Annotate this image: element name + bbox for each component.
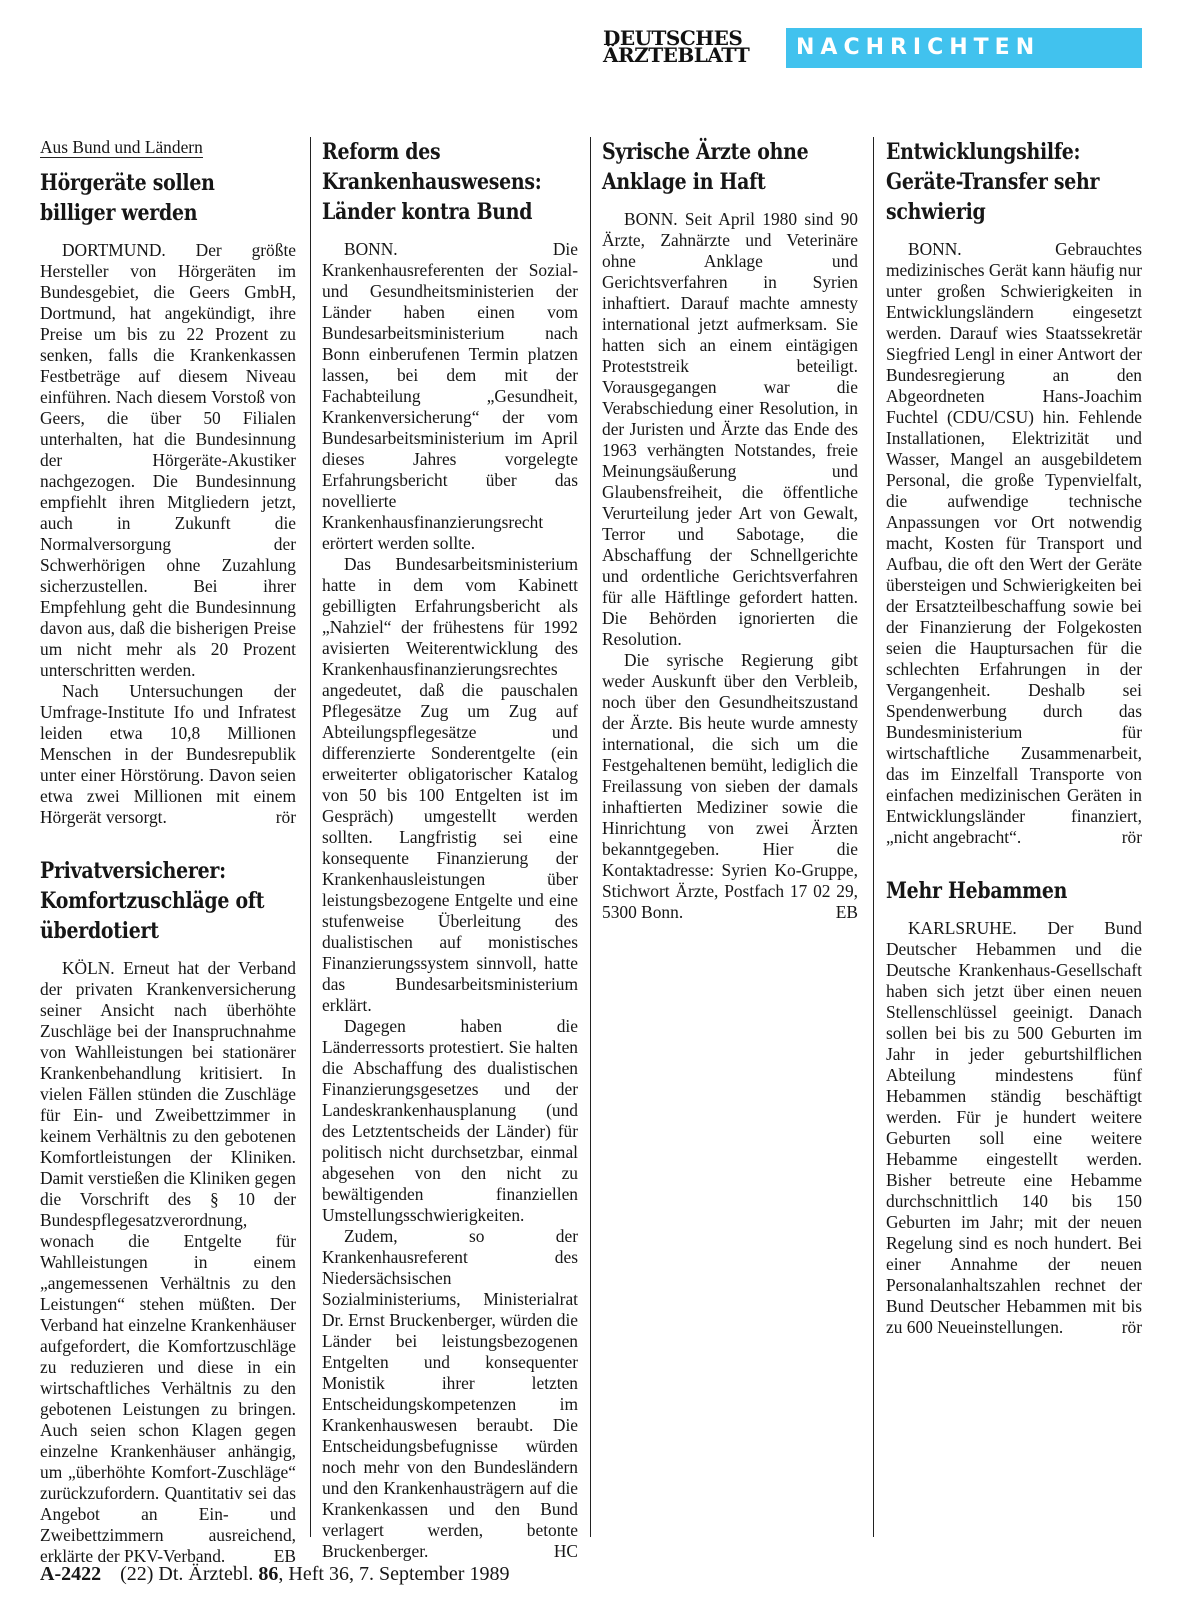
article-paragraph: BONN. Die Krankenhausreferenten der Sozial- und Gesundheitsministerien der Länder haben einen vom Bundesarbeitsministerium nach Bonn einberufenen Termin platzen lassen, bei dem mit der Fachabteilung „Gesundheit, Krankenversicherung“ der vom Bundesarbeitsministerium im April dieses Jahres vorgelegte Erfahrungsbericht über das novellierte Krankenhausfinanzierungsrecht erörtert werden sollte.: [322, 239, 578, 553]
footer-issue: , Heft 36, 7. September 1989: [278, 1563, 510, 1585]
author-sign: rör: [1121, 827, 1142, 847]
article-paragraph: [886, 239, 1142, 848]
author-sign: rör: [1121, 1317, 1142, 1337]
article-title: Hörgeräte sollen billiger werden: [40, 170, 215, 226]
footer-citation: (22) Dt. Ärztebl.: [120, 1563, 254, 1585]
column-rule: [873, 137, 874, 1537]
column-rule: [310, 137, 311, 1537]
author-sign: HC: [553, 1541, 578, 1561]
section-banner: NACHRICHTEN: [786, 28, 1142, 68]
footer-volume: 86: [258, 1563, 279, 1585]
author-sign: EB: [273, 1546, 296, 1566]
article-paragraph: [886, 918, 1142, 1338]
paragraph-text: Zudem, so der Krankenhausreferent des Niedersächsischen Sozialministeriums, Ministerialrat Dr. Ernst Bruckenberger, würden die Länder bei leistungsbezogenen Entgelten und konsequenter Monistik ihrer letzten Entscheidungskompetenzen im Krankenhauswesen beraubt. Die Entscheidungsbefugnisse würden noch mehr von den Bundesländern und den Krankenhausträgern auf die Krankenkassen und den Bund verlagert werden, betonte Bruckenberger.: [322, 1226, 578, 1561]
paragraph-text: BONN. Gebrauchtes medizinisches Gerät kann häufig nur unter großen Schwierigkeiten in Entwicklungsländern eingesetzt werden. Darauf wies Staatssekretär Siegfried Lengl in einer Antwort der Bundesregierung an den Abgeordneten Hans-Joachim Fuchtel (CDU/CSU) hin. Fehlende Installationen, Elektrizität und Wasser, Mangel an ausgebildetem Personal, die große Typenvielfalt, die aufwendige technische Anpassungen vor Ort notwendig macht, Kosten für Transport und Aufbau, die oft den Wert der Geräte übersteigen und Schwierigkeiten bei der Ersatzteilbeschaffung sowie bei der Finanzierung der Folgekosten seien die Hauptursachen für die schlechten Erfahrungen in der Vergangenheit. Deshalb sei Spendenwerbung durch das Bundesministerium für wirtschaftliche Zusammenarbeit, das im Einzelfall Transporte von einfachen medizinischen Geräten in Entwicklungsländer finanziert, „nicht angebracht“.: [886, 239, 1142, 847]
article-privatversicherer: [40, 856, 296, 1567]
article-hebammen: [886, 876, 1142, 1338]
author-sign: rör: [275, 807, 296, 827]
page-number: A-2422: [40, 1563, 102, 1585]
page-footer: [40, 1563, 509, 1586]
logo-line-1: DEUTSCHES: [603, 26, 743, 50]
masthead-logo: [603, 26, 775, 67]
section-label: Aus Bund und Ländern: [40, 137, 203, 157]
article-title: Mehr Hebammen: [886, 878, 1068, 904]
author-sign: EB: [835, 902, 858, 922]
article-paragraph: Das Bundesarbeitsministerium hatte in dem vom Kabinett gebilligten Erfahrungsbericht als „Nahziel“ der frühestens für 1992 avisierten Weiterentwicklung des Krankenhausfinanzierungsrechtes angedeutet, daß die pauschalen Pflegesätze Zug um Zug auf Abteilungspflegesätze und differenzierte Sonderentgelte (ein erweiterter obligatorischer Katalog von 50 bis 100 Entgelten ist im Gespräch) umgestellt werden sollten. Langfristig sei eine konsequente Finanzierung der Krankenhausleistungen über leistungsbezogene Entgelte und eine stufenweise Überleitung des dualistischen auf monistisches Finanzierungssystem sinnvoll, hatte das Bundesarbeitsministerium erklärt.: [322, 554, 578, 1015]
column-rule: [590, 137, 591, 1537]
article-title: Entwicklungshilfe: Geräte-Transfer sehr schwierig: [886, 139, 1100, 225]
article-title: Reform des Krankenhauswesens: Länder kontra Bund: [322, 139, 542, 225]
column-4: [886, 137, 1142, 1537]
article-paragraph: Dagegen haben die Länderressorts protestiert. Sie halten die Abschaffung des dualistischen Finanzierungsgesetzes und der Landeskrankenhausplanung (und des Letztentscheids der Länder) für politisch nicht durchsetzbar, einmal abgesehen von den nicht zu bewältigenden finanziellen Umstellungsschwierigkeiten.: [322, 1016, 578, 1225]
article-syrien: [602, 137, 858, 923]
column-2: [322, 137, 578, 1561]
paragraph-text: Nach Untersuchungen der Umfrage-Institute Ifo und Infratest leiden etwa 10,8 Millionen Menschen in der Bundesrepublik unter einer Hörstörung. Davon seien etwa zwei Millionen mit einem Hörgerät versorgt.: [40, 681, 296, 827]
paragraph-text: Die syrische Regierung gibt weder Auskunft über den Verbleib, noch über den Gesundheitszustand der Ärzte. Bis heute wurde amnesty international, die sich um die Festgehaltenen bemüht, lediglich die Freilassung von sieben der damals inhaftierten Mediziner sowie die Hinrichtung von zwei Ärzten bekanntgegeben. Hier die Kontaktadresse: Syrien Ko-Gruppe, Stichwort Ärzte, Postfach 17 02 29, 5300 Bonn.: [602, 650, 858, 922]
article-entwicklungshilfe: [886, 137, 1142, 848]
column-1: [40, 137, 296, 1566]
article-paragraph: [602, 650, 858, 923]
article-hoergeraete: [40, 168, 296, 828]
article-title: Privatversicherer: Komfortzuschläge oft überdotiert: [40, 858, 265, 944]
paragraph-text: KÖLN. Erneut hat der Verband der privaten Krankenversicherung seiner Ansicht nach überhöhte Zuschläge bei der Inanspruchnahme von Wahlleistungen bei stationärer Krankenbehandlung kritisiert. In vielen Fällen stünden die Zuschläge für Ein- und Zweibettzimmer in keinem Verhältnis zu den gebotenen Komfortleistungen der Kliniken. Damit verstießen die Kliniken gegen die Vorschrift des § 10 der Bundespflegesatzverordnung, wonach die Entgelte für Wahlleistungen in einem „angemessenen Verhältnis zu den Leistungen“ stehen müßten. Der Verband hat einzelne Krankenhäuser aufgefordert, die Komfortzuschläge zu reduzieren und diese in ein wirtschaftliches Verhältnis zu den gebotenen Leistungen zu bringen. Auch seien schon Klagen gegen einzelne Krankenhäuser anhängig, um „überhöhte Komfort-Zuschläge“ zurückzufordern. Quantitativ sei das Angebot an Ein- und Zweibettzimmern ausreichend, erklärte der PKV-Verband.: [40, 958, 296, 1566]
article-paragraph: [40, 681, 296, 828]
article-reform: [322, 137, 578, 1562]
article-paragraph: BONN. Seit April 1980 sind 90 Ärzte, Zahnärzte und Veterinäre ohne Anklage und Gerichtsverfahren in Syrien inhaftiert. Darauf machte amnesty international jetzt aufmerksam. Sie hatten sich an einem eintägigen Proteststreik beteiligt. Vorausgegangen war die Verabschiedung einer Resolution, in der Juristen und Ärzte das Ende des 1963 verhängten Notstandes, freie Meinungsäußerung und Glaubensfreiheit, die öffentliche Verurteilung jeder Art von Gewalt, Terror und Sabotage, die Abschaffung der Schnellgerichte und ordentliche Gerichtsverfahren für alle Häftlinge gefordert hatten. Die Behörden ignorierten die Resolution.: [602, 209, 858, 649]
column-3: [602, 137, 858, 1537]
paragraph-text: KARLSRUHE. Der Bund Deutscher Hebammen und die Deutsche Krankenhaus-Gesellschaft haben sich jetzt über einen neuen Stellenschlüssel geeinigt. Danach sollen bei bis zu 500 Geburten im Jahr in jeder geburtshilflichen Abteilung mindestens fünf Hebammen ständig beschäftigt werden. Für je hundert weitere Geburten soll eine weitere Hebamme eingestellt werden. Bisher betreute eine Hebamme durchschnittlich 140 bis 150 Geburten im Jahr; mit der neuen Regelung sind es noch hundert. Bei einer Annahme der neuen Personalanhaltszahlen rechnet der Bund Deutscher Hebammen mit bis zu 600 Neueinstellungen.: [886, 918, 1142, 1337]
article-paragraph: DORTMUND. Der größte Hersteller von Hörgeräten im Bundesgebiet, die Geers GmbH, Dortmund, hat angekündigt, ihre Preise um bis zu 22 Prozent zu senken, falls die Krankenkassen Festbeträge auf diesem Niveau einführen. Nach diesem Vorstoß von Geers, die über 50 Filialen unterhalten, hat die Bundesinnung der Hörgeräte-Akustiker nachgezogen. Die Bundesinnung empfiehlt ihren Mitgliedern jetzt, auch in Zukunft die Normalversorgung der Schwerhörigen ohne Zuzahlung sicherzustellen. Bei ihrer Empfehlung geht die Bundesinnung davon aus, daß die bisherigen Preise um nicht mehr als 20 Prozent unterschritten werden.: [40, 240, 296, 680]
article-paragraph: [322, 1226, 578, 1562]
logo-line-2: ÄRZTEBLATT: [603, 43, 750, 67]
article-paragraph: [40, 958, 296, 1567]
article-title: Syrische Ärzte ohne Anklage in Haft: [602, 139, 809, 195]
